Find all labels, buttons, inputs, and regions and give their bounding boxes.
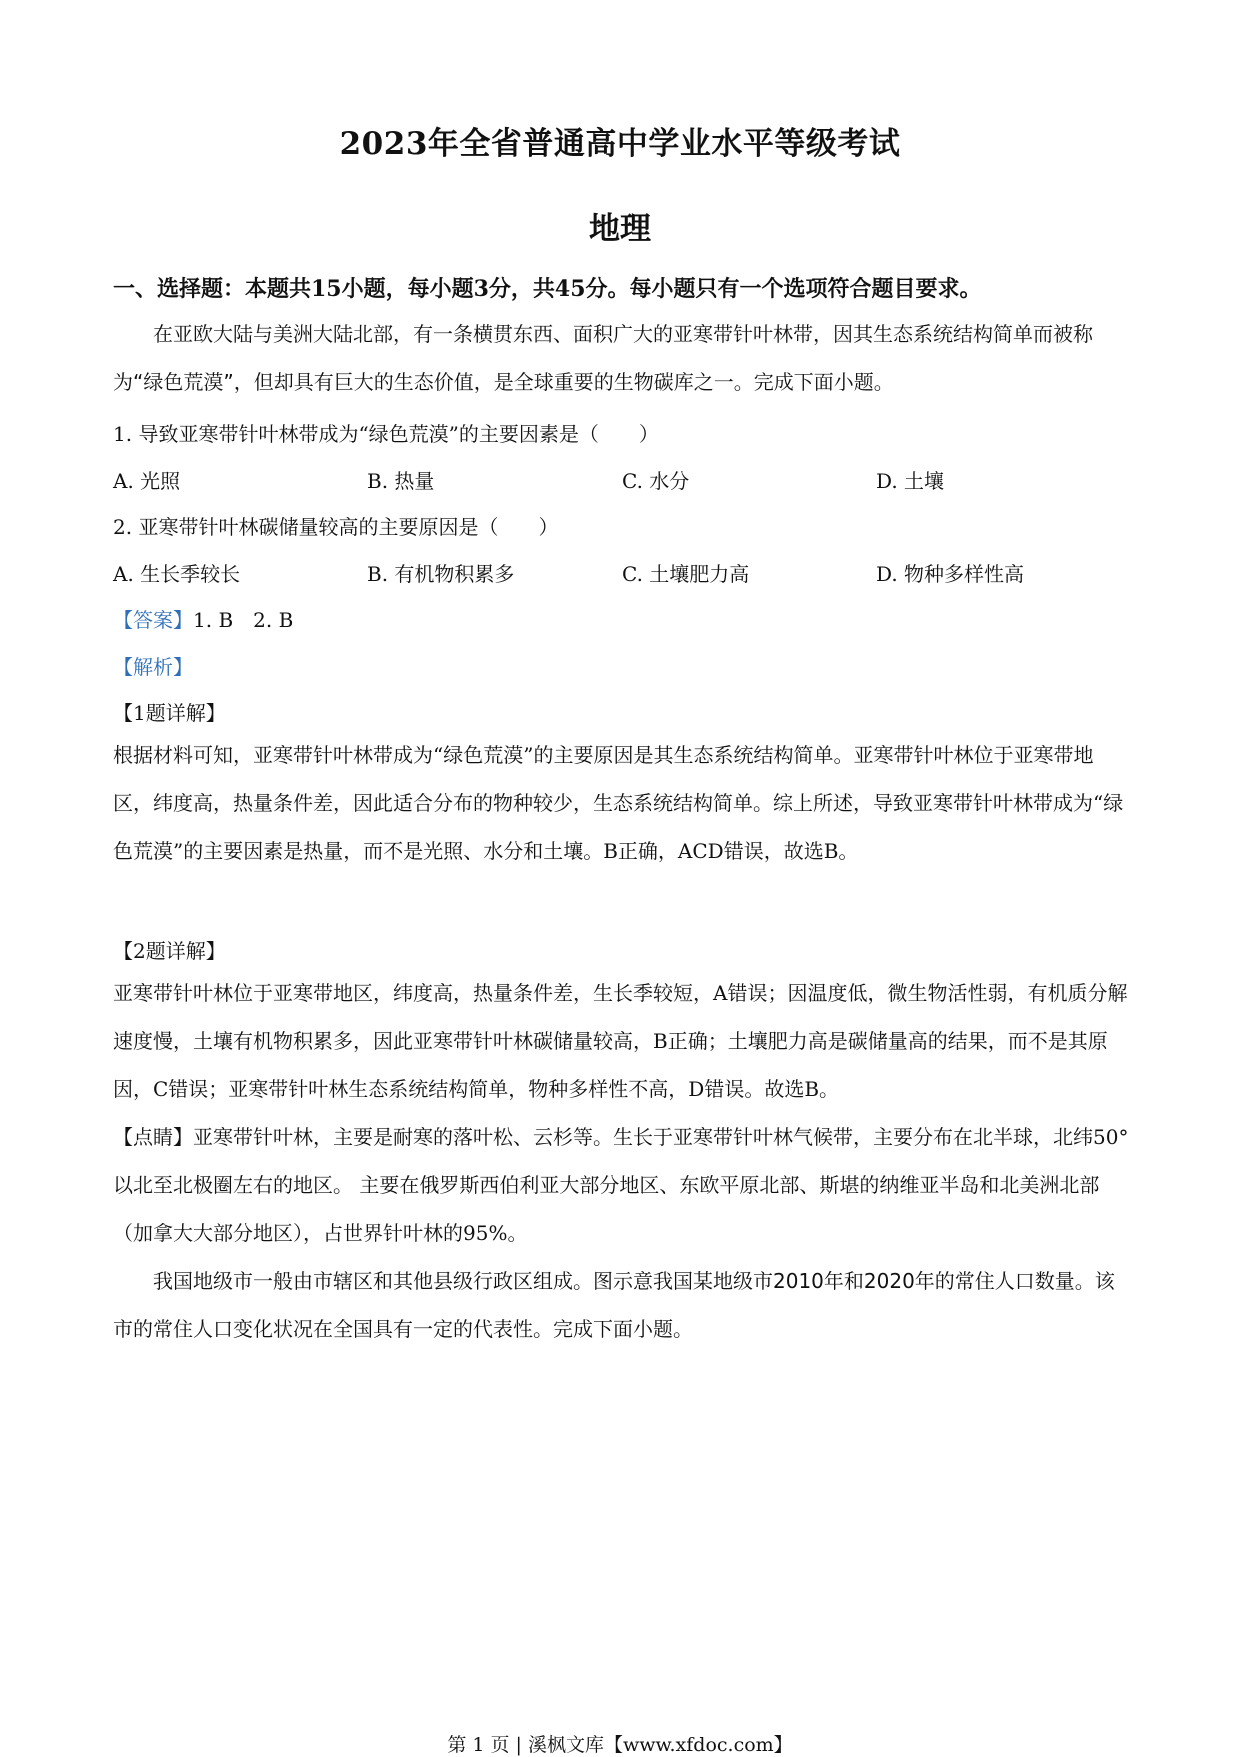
detail-2-label: 【2题详解】 — [113, 939, 226, 963]
q1-option-c: C. 水分 — [622, 469, 690, 493]
question-2-stem: 2. 亚寒带针叶林碳储量较高的主要原因是（ ） — [113, 515, 559, 539]
analysis-label: 【解析】 — [113, 655, 193, 679]
section-heading: 一、选择题：本题共15小题，每小题3分，共45分。每小题只有一个选项符合题目要求。 — [113, 276, 982, 302]
detail-1-label: 【1题详解】 — [113, 701, 226, 725]
exam-title: 2023年全省普通高中学业水平等级考试 — [339, 126, 901, 162]
q2-option-a: A. 生长季较长 — [113, 562, 241, 586]
detail-1-text: 根据材料可知，亚寒带针叶林带成为“绿色荒漠”的主要原因是其生态系统结构简单。亚寒带针叶林位于亚寒带地区，纬度高，热量条件差，因此适合分布的物种较少，生态系统结构简单。综上所述，导致亚寒带针叶林带成为“绿色荒漠”的主要因素是热量，而不是光照、水分和土壤。B正确，ACD错误，故选B。 — [113, 743, 1124, 863]
q1-option-d: D. 土壤 — [876, 469, 945, 493]
q2-option-c: C. 土壤肥力高 — [622, 562, 750, 586]
answer-line — [113, 604, 293, 633]
q1-option-a: A. 光照 — [113, 469, 181, 493]
answer-label: 【答案】 — [113, 608, 193, 632]
q2-option-b: B. 有机物积累多 — [367, 562, 515, 586]
subject-title: 地理 — [589, 211, 651, 247]
material-2: 我国地级市一般由市辖区和其他县级行政区组成。图示意我国某地级市2010年和2020年的常住人口数量。该市的常住人口变化状况在全国具有一定的代表性。完成下面小题。 — [113, 1269, 1115, 1341]
answer-text: 1. B 2. B — [193, 608, 294, 632]
q2-option-d: D. 物种多样性高 — [876, 562, 1025, 586]
material-1: 在亚欧大陆与美洲大陆北部，有一条横贯东西、面积广大的亚寒带针叶林带，因其生态系统结构简单而被称为“绿色荒漠”，但却具有巨大的生态价值，是全球重要的生物碳库之一。完成下面小题。 — [113, 322, 1093, 394]
tip-paragraph: 【点睛】亚寒带针叶林，主要是耐寒的落叶松、云杉等。生长于亚寒带针叶林气候带，主要分布在北半球，北纬50°以北至北极圈左右的地区。 主要在俄罗斯西伯利亚大部分地区、东欧平原北部、斯堪的纳维亚半岛和北美洲北部（加拿大大部分地区），占世界针叶林的95%。 — [113, 1125, 1129, 1245]
q1-option-b: B. 热量 — [367, 469, 435, 493]
question-1-stem: 1. 导致亚寒带针叶林带成为“绿色荒漠”的主要因素是（ ） — [113, 422, 659, 446]
page-footer: 第 1 页 | 溪枫文库【www.xfdoc.com】 — [447, 1734, 793, 1756]
detail-2-text: 亚寒带针叶林位于亚寒带地区，纬度高，热量条件差，生长季较短，A错误；因温度低，微生物活性弱，有机质分解速度慢，土壤有机物积累多，因此亚寒带针叶林碳储量较高，B正确；土壤肥力高是碳储量高的结果，而不是其原因，C错误；亚寒带针叶林生态系统结构简单，物种多样性不高，D错误。故选B。 — [113, 981, 1128, 1101]
